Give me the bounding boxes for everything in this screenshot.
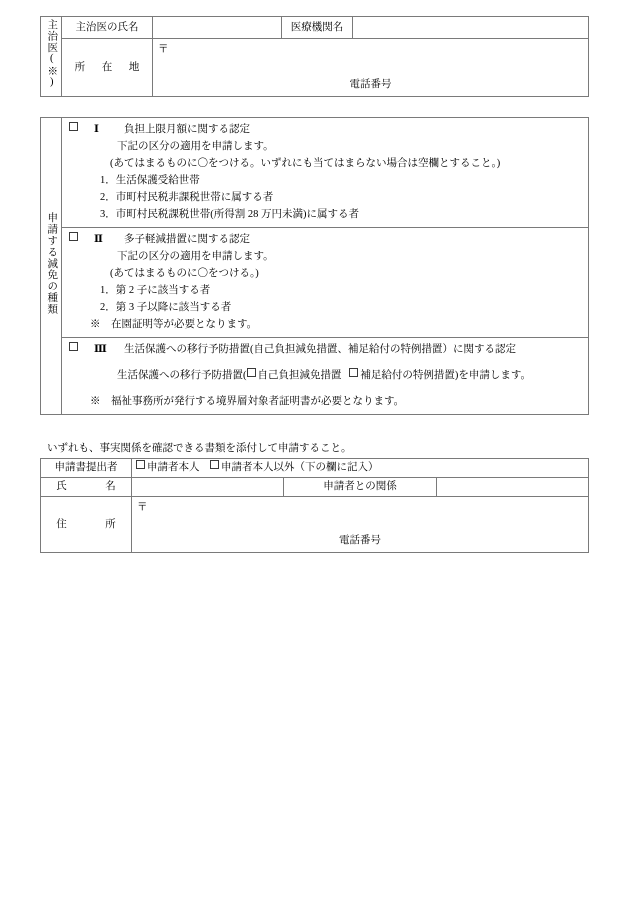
reduction-item-2-title: 多子軽減措置に関する認定	[124, 234, 250, 245]
doctor-name-label: 主治医の氏名	[62, 17, 153, 39]
reduction-item-3-spacer	[62, 358, 588, 367]
applicant-tel-label: 電話番号	[339, 535, 381, 547]
checkbox-item-1[interactable]	[69, 122, 78, 131]
reduction-item-3-apply-opt2: 補足給付の特例措置	[360, 370, 455, 381]
applicant-name-label	[41, 478, 132, 497]
reduction-vertical-label	[41, 118, 62, 415]
checkbox-item-2[interactable]	[69, 232, 78, 241]
reduction-item-1-option-2[interactable]: 2．市町村民税非課税世帯に属する者	[100, 192, 274, 203]
reduction-item-3-apply-opt1: 自己負担減免措置	[257, 370, 342, 381]
submitter-option-other-note: （下の欄に記入）	[294, 462, 379, 474]
reduction-item-3	[62, 338, 589, 415]
reduction-item-2-option-2[interactable]: 2．第 3 子以降に該当する者	[100, 302, 232, 313]
table-row	[41, 17, 589, 39]
checkbox-submitter-self[interactable]	[136, 460, 145, 469]
reduction-vertical-label-text: 申請する減免の種類	[46, 211, 58, 315]
attending-doctor-table	[40, 16, 589, 97]
table-row	[41, 459, 589, 478]
table-row	[41, 228, 589, 338]
submitter-option-other-label: 申請者本人以外	[221, 462, 295, 474]
reduction-item-1-title: 負担上限月額に関する認定	[124, 124, 250, 135]
reduction-item-3-apply-line	[62, 367, 588, 384]
attachment-note: いずれも、事実関係を確認できる書類を添付して申請すること。	[47, 443, 352, 454]
postal-mark-icon-applicant: 〒	[137, 502, 148, 513]
doctor-name-input[interactable]	[153, 17, 282, 39]
reduction-item-2-numeral: Ⅱ	[94, 234, 103, 245]
submitter-options	[132, 459, 589, 478]
table-row	[41, 38, 589, 96]
medical-institution-input[interactable]	[353, 17, 589, 39]
reduction-item-2-header	[62, 231, 588, 248]
applicant-name-label-text: 氏 名	[56, 481, 130, 493]
reduction-item-1	[62, 118, 589, 228]
reduction-item-2	[62, 228, 589, 338]
relation-label: 申請者との関係	[284, 478, 436, 497]
reduction-item-1-numeral: Ⅰ	[94, 124, 99, 135]
doctor-address-input[interactable]	[153, 38, 589, 96]
reduction-item-1-option-3[interactable]: 3．市町村民税課税世帯(所得割 28 万円未満)に属する者	[100, 209, 359, 220]
reduction-item-3-note: ※ 福祉事務所が発行する境界層対象者証明書が必要となります。	[90, 396, 405, 407]
reduction-item-3-apply-suffix: )を申請します。	[454, 370, 532, 381]
reduction-type-table	[40, 117, 589, 415]
reduction-item-1-paren: (あてはまるものに〇をつける。いずれにも当てはまらない場合は空欄とすること。)	[110, 158, 501, 169]
postal-mark-icon: 〒	[158, 43, 169, 55]
medical-institution-label: 医療機関名	[282, 17, 353, 39]
applicant-name-input[interactable]	[132, 478, 284, 497]
reduction-item-1-lead: 下記の区分の適用を申請します。	[117, 141, 274, 152]
table-row	[41, 478, 589, 497]
table-row	[41, 118, 589, 228]
table-row	[41, 338, 589, 415]
reduction-item-2-option-1[interactable]: 1．第 2 子に該当する者	[100, 285, 211, 296]
reduction-item-3-header	[62, 341, 588, 358]
attending-doctor-vertical-label	[41, 17, 62, 97]
checkbox-item-3[interactable]	[69, 342, 78, 351]
reduction-item-1-option-1[interactable]: 1．生活保護受給世帯	[100, 175, 200, 186]
reduction-item-3-spacer-2	[62, 384, 588, 393]
reduction-item-1-header	[62, 121, 588, 138]
reduction-item-2-paren: (あてはまるものに〇をつける。)	[110, 268, 259, 279]
reduction-item-2-lead: 下記の区分の適用を申請します。	[117, 251, 274, 262]
applicant-address-input[interactable]	[132, 497, 589, 553]
applicant-address-label	[41, 497, 132, 553]
reduction-item-3-apply-prefix: 生活保護への移行予防措置(	[117, 370, 247, 381]
checkbox-submitter-other[interactable]	[210, 460, 219, 469]
submitter-option-self-label: 申請者本人	[147, 462, 200, 474]
applicant-submitter-table	[40, 458, 589, 553]
applicant-address-label-text: 住 所	[56, 518, 130, 530]
reduction-item-2-note: ※ 在園証明等が必要となります。	[90, 319, 258, 330]
attending-doctor-vertical-label-text: 主治医(※)	[46, 19, 58, 89]
checkbox-supplementary-benefit[interactable]	[349, 368, 358, 377]
relation-input[interactable]	[436, 478, 588, 497]
doctor-address-label-text: 所 在 地	[74, 61, 147, 73]
checkbox-self-burden-reduction[interactable]	[247, 368, 256, 377]
reduction-item-3-title: 生活保護への移行予防措置(自己負担減免措置、補足給付の特例措置）に関する認定	[124, 344, 516, 355]
reduction-item-3-numeral: Ⅲ	[94, 344, 107, 355]
doctor-tel-label: 電話番号	[349, 79, 392, 91]
table-row	[41, 497, 589, 553]
doctor-address-label	[62, 38, 153, 96]
submitter-label: 申請書提出者	[41, 459, 132, 478]
